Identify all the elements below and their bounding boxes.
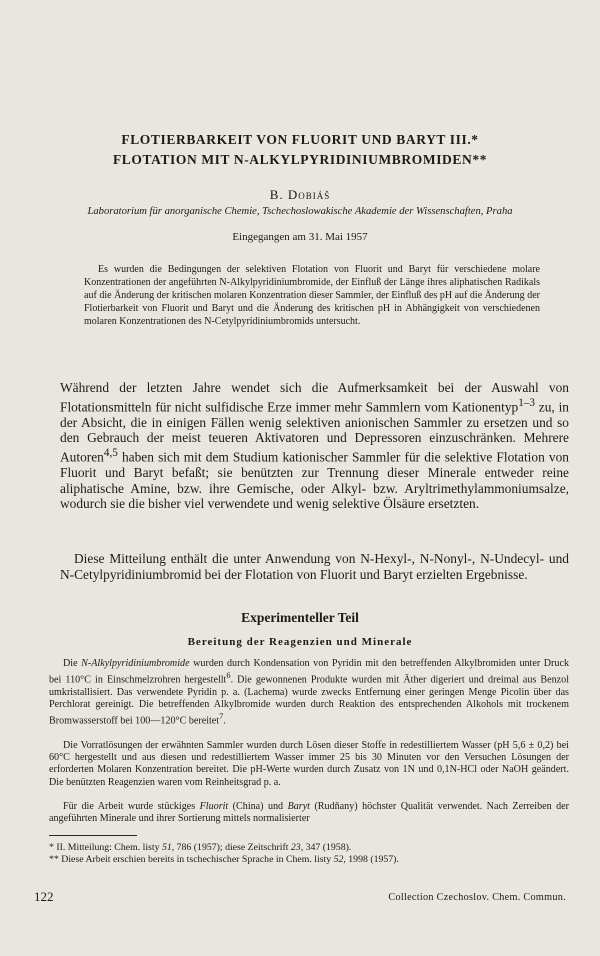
footnote-text: , 786 (1957); diese Zeitschrift [171, 842, 291, 853]
italic-term: Fluorit [199, 801, 229, 812]
intro-text-a: Während der letzten Jahre wendet sich die Aufmerksamkeit bei der Auswahl von Flotationsmitteln für nicht sulfidische Erze immer mehr Sammlern vom Kationentyp [60, 380, 569, 415]
intro-paragraph-2: Diese Mitteilung enthält die unter Anwendung von N-Hexyl-, N-Nonyl-, N-Undecyl- und N-Cetylpyridiniumbromid bei der Flotation von Fluorit und Baryt erzielten Ergebnisse. [60, 551, 569, 582]
body-paragraph-1 [49, 658, 569, 728]
received-date: Eingegangen am 31. Mai 1957 [232, 231, 368, 243]
footnote-text: , 347 (1958). [300, 842, 352, 853]
abstract: Es wurden die Bedingungen der selektiven Flotation von Fluorit und Baryt für verschiedene molare Konzentrationen der angeführten N-Alkylpyridiniumbromide, der Einfluß der Länge ihres aliphatischen Radikals auf die Änderung der kritischen molaren Konzentration dieser Sammler, der Einfluß des pH auf die Änderung der Flotierbarkeit von Fluorit und Baryt und die Änderung des kritischen pH in Abhängigkeit von verschiedenen molaren Konzentrationen des N-Cetylpyridiniumbromids untersucht. [84, 264, 540, 327]
italic-term: N-Alkylpyridiniumbromide [81, 658, 190, 669]
volume-number: 51 [161, 842, 172, 853]
author: B. Dobiáš [269, 187, 331, 202]
body-text: (Rudňany) höchster Qualität verwendet. Nach Zerreiben der angeführten Minerale und ihrer Sortierung mittels normalisierter [49, 801, 569, 825]
affiliation: Laboratorium für anorganische Chemie, Tschechoslowakische Akademie der Wissenschaften, Praha [87, 206, 513, 217]
citation-ref: 7 [219, 712, 224, 722]
footnote-1 [49, 842, 569, 854]
title-line-1: FLOTIERBARKEIT VON FLUORIT UND BARYT III.* [121, 132, 479, 147]
volume-number: 23 [290, 842, 301, 853]
footnote-text: ** Diese Arbeit erschien bereits in tschechischer Sprache in Chem. listy [49, 854, 334, 865]
footnote-text: , 1998 (1957). [343, 854, 399, 865]
italic-term: Baryt [287, 801, 310, 812]
citation-ref: 6 [226, 671, 231, 681]
body-paragraph-3 [49, 801, 569, 825]
page-number: 122 [34, 889, 54, 904]
journal-name: Collection Czechoslov. Chem. Commun. [388, 892, 566, 903]
body-text: . [223, 715, 226, 727]
intro-paragraph-1 [60, 380, 569, 512]
citation-ref: 4,5 [103, 446, 118, 459]
intro-text-c: haben sich mit dem Studium kationischer Sammler für die selektive Flotation von Fluorit und Baryt befaßt; sie benützten zur Trennung dieser Minerale entweder reine aliphatische Amine, bzw. ihre Gemische, oder Alkyl- bzw. Aryltrimethylammoniumsalze, wodurch sie die bisher viel verwendete und wenig selektive Ölsäure ersetzten. [60, 449, 569, 512]
body-text: wurden durch Kondensation von Pyridin mit den betreffenden Alkylbromiden unter Druck bei 110°C in Einschmelzrohren hergestellt [49, 658, 569, 686]
footnote-2 [49, 854, 569, 866]
footnote-divider [49, 835, 137, 836]
body-text: (China) und [228, 801, 288, 812]
body-text: Die [63, 658, 82, 669]
body-paragraph-2: Die Vorratlösungen der erwähnten Sammler wurden durch Lösen dieser Stoffe in redestilliertem Wasser (pH 5,6 ± 0,2) bei 60°C hergestellt und aus diesen und redestilliertem Wasser immer 25 bis 30 Minuten vor den Versuchen Lösungen der erforderten Molaren Konzentration bereitet. Die pH-Werte wurden durch Zusatz von 1N und 0,1N-HCl oder NaOH geändert. Die benützten Reagenzien waren vom Reinheitsgrad p. a. [49, 740, 569, 788]
volume-number: 52 [333, 854, 344, 865]
intro-text-b: zu, in der Absicht, die in einigen Fällen wenig selektiven anionischen Sammler zu ersetzen und so den Gebrauch der meist teueren Aktivatoren und Depressoren einzuschränken. Mehrere Autoren [60, 399, 569, 465]
subsection-heading: Bereitung der Reagenzien und Minerale [187, 636, 413, 648]
body-text: Für die Arbeit wurde stückiges [63, 801, 200, 812]
citation-ref: 1–3 [518, 396, 535, 409]
body-text: . Die gewonnenen Produkte wurden mit Äther digeriert und dreimal aus Benzol umkristallisiert. Das verwendete Pyridin p. a. (Lachema) wurde zwecks Entfernung einer geringen Menge Picolin über das Perchlorat gereinigt. Die betreffenden Alkylbromide wurden durch Reaktion des entsprechenden Alkohols mit trockenem Bromwasserstoff bei 100—120°C bereitet [49, 674, 569, 727]
section-heading: Experimenteller Teil [241, 610, 359, 625]
footnote-text: * II. Mitteilung: Chem. listy [49, 842, 162, 853]
title-line-2: FLOTATION MIT N-ALKYLPYRIDINIUMBROMIDEN** [112, 152, 488, 167]
